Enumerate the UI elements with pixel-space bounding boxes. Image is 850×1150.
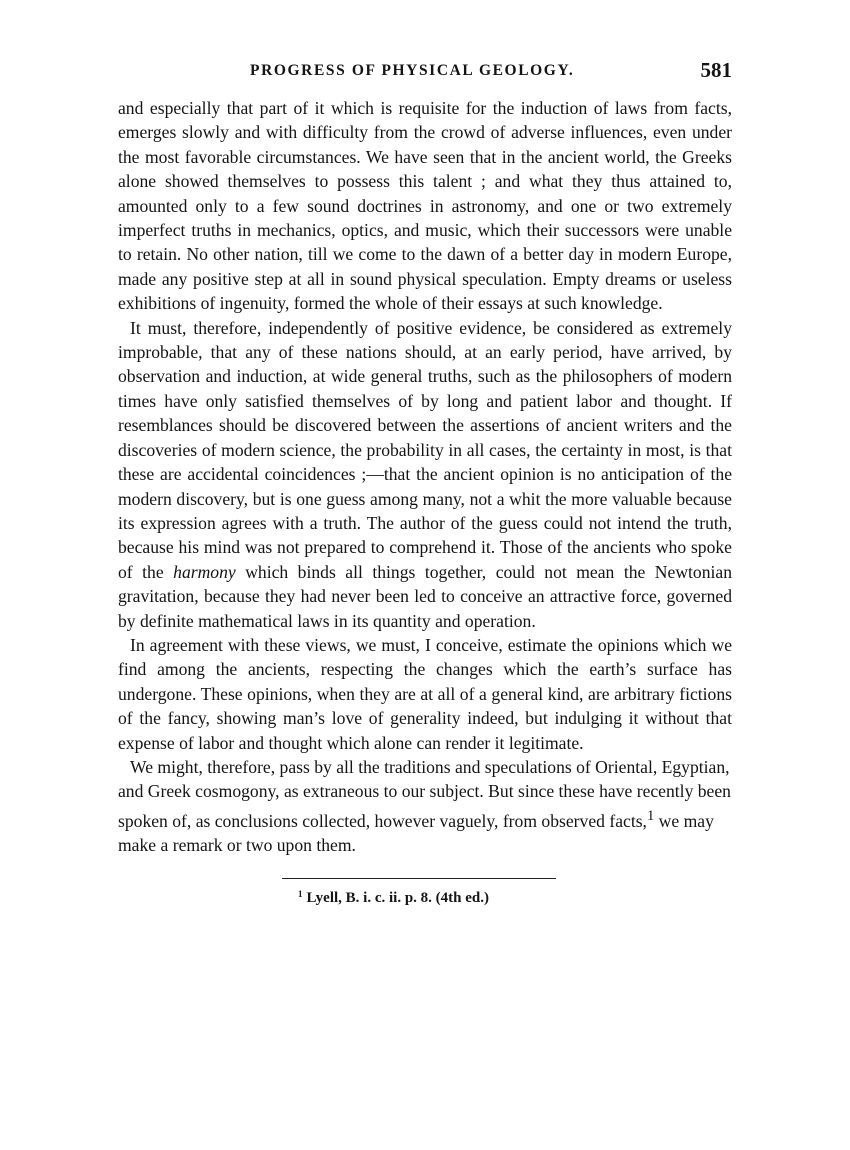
footnote-mark: 1 [298, 889, 303, 900]
book-page [118, 58, 732, 907]
paragraph-3: In agreement with these views, we must, I conceive, estimate the opinions which we find among the ancients, respecting the changes which the earth’s surface has undergone. These opinions, when they are at all of a general kind, are arbitrary fictions of the fancy, showing man’s love of generality indeed, but indulging it without that expense of labor and thought which alone can render it legitimate. [118, 634, 732, 753]
footnote-reference: 1 [646, 807, 655, 824]
paragraph-1: and especially that part of it which is requisite for the induction of laws from facts, emerges slowly and with difficulty from the crowd of adverse influences, even under the most favorable circumstances. We have seen that in the ancient world, the Greeks alone showed themselves to possess this talent ; and what they thus attained to, amounted only to a few sound doctrines in astronomy, and one or two extremely imperfect truths in mechanics, optics, and music, which their successors were unable to retain. No other nation, till we come to the dawn of a better day in modern Europe, made any positive step at all in sound physical speculation. Empty dreams or useless exhibitions of ingenuity, formed the whole of their essays at such knowledge. [118, 98, 732, 314]
footnote [298, 889, 732, 907]
paragraph-2-part-2: which binds all things together, could not mean the Newtonian gravitation, because they had never been led to conceive an attractive force, governed by definite mathematical laws in its quantity and operation. [118, 561, 733, 631]
running-head [118, 58, 732, 90]
paragraph-4-part-2: we may make a remark or two upon them. [118, 810, 714, 856]
page-number: 581 [700, 58, 732, 82]
paragraph-2 [118, 316, 732, 633]
paragraph-4 [118, 755, 732, 857]
paragraph-4-part-1: We might, therefore, pass by all the traditions and speculations of Oriental, Egyptian, and Greek cosmogony, as extraneous to our subject. But since these have recently been spoken of, as conclusions collected, however vaguely, from observed facts, [118, 756, 731, 831]
footnote-text: Lyell, B. i. c. ii. p. 8. (4th ed.) [306, 890, 490, 907]
emphasis-harmony: harmony [173, 561, 236, 582]
footnote-rule [282, 878, 556, 879]
body-text [118, 96, 732, 857]
paragraph-2-part-1: It must, therefore, independently of positive evidence, be considered as extremely improbable, that any of these nations should, at an early period, have arrived, by observation and induction, at wide general truths, such as the philosophers of modern times have only satisfied themselves of by long and patient labor and thought. If resemblances should be discovered between the assertions of ancient writers and the discoveries of modern science, the probability in all cases, the certainty in most, is that these are accidental coincidences ;—that the ancient opinion is no anticipation of the modern discovery, but is one guess among many, not a whit the more valuable because its expression agrees with a truth. The author of the guess could not intend the truth, because his mind was not prepared to comprehend it. Those of the ancients who spoke of the [118, 317, 732, 582]
running-title: PROGRESS OF PHYSICAL GEOLOGY. [250, 62, 575, 79]
